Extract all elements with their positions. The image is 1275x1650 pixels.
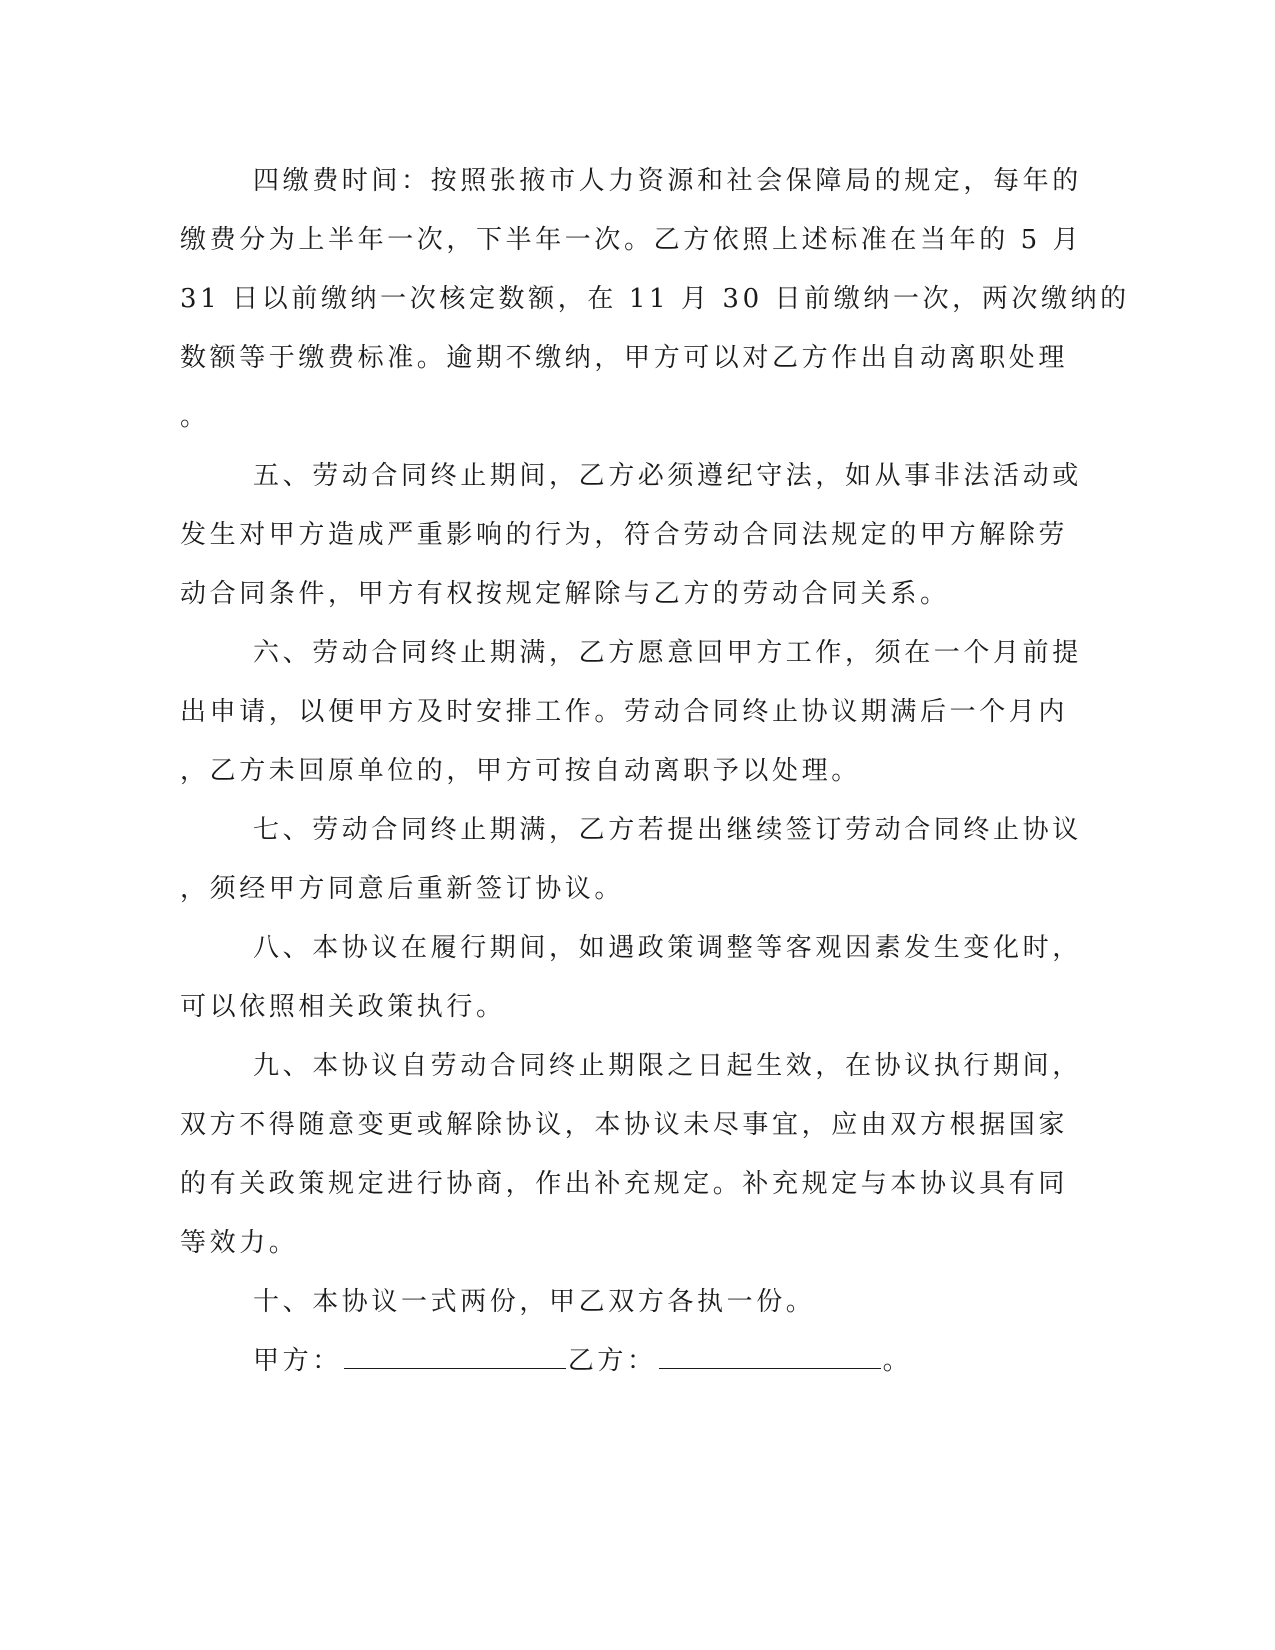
paragraph-line: 九、本协议自劳动合同终止期限之日起生效，在协议执行期间， bbox=[253, 1051, 1082, 1081]
paragraph-line: 双方不得随意变更或解除协议，本协议未尽事宜，应由双方根据国家 bbox=[180, 1110, 1069, 1140]
party-a-label: 甲方： bbox=[253, 1346, 342, 1376]
document-body bbox=[180, 152, 1130, 1391]
paragraph-line: 。 bbox=[180, 402, 210, 432]
paragraph-line: ，须经甲方同意后重新签订协议。 bbox=[180, 874, 625, 904]
party-a-signature-blank[interactable] bbox=[344, 1348, 566, 1369]
clause-9 bbox=[180, 1037, 1082, 1273]
paragraph-line: 31 日以前缴纳一次核定数额，在 11 月 30 日前缴纳一次，两次缴纳的 bbox=[180, 284, 1130, 314]
clause-10 bbox=[180, 1273, 1030, 1332]
clause-4 bbox=[180, 152, 1130, 447]
paragraph-line: 七、劳动合同终止期满，乙方若提出继续签订劳动合同终止协议 bbox=[253, 815, 1082, 845]
paragraph-line: 六、劳动合同终止期满，乙方愿意回甲方工作，须在一个月前提 bbox=[253, 638, 1082, 668]
signature-end-mark: 。 bbox=[882, 1346, 913, 1376]
paragraph-line: 可以依照相关政策执行。 bbox=[180, 992, 506, 1022]
paragraph-line: 出申请，以便甲方及时安排工作。劳动合同终止协议期满后一个月内 bbox=[180, 697, 1069, 727]
clause-5 bbox=[180, 447, 1082, 624]
party-b-label: 乙方： bbox=[567, 1346, 657, 1376]
paragraph-line: 等效力。 bbox=[180, 1228, 299, 1258]
paragraph-line: 缴费分为上半年一次，下半年一次。乙方依照上述标准在当年的 5 月 bbox=[180, 225, 1083, 255]
paragraph-line: 数额等于缴费标准。逾期不缴纳，甲方可以对乙方作出自动离职处理 bbox=[180, 343, 1069, 373]
paragraph-line: 的有关政策规定进行协商，作出补充规定。补充规定与本协议具有同 bbox=[180, 1169, 1069, 1199]
paragraph-line: 十、本协议一式两份，甲乙双方各执一份。 bbox=[253, 1287, 816, 1317]
signature-line bbox=[180, 1332, 1030, 1391]
paragraph-line: 四缴费时间：按照张掖市人力资源和社会保障局的规定，每年的 bbox=[253, 166, 1082, 196]
paragraph-line: 动合同条件，甲方有权按规定解除与乙方的劳动合同关系。 bbox=[180, 579, 950, 609]
clause-6 bbox=[180, 624, 1082, 801]
paragraph-line: 八、本协议在履行期间，如遇政策调整等客观因素发生变化时， bbox=[253, 933, 1082, 963]
clause-7 bbox=[180, 801, 1082, 919]
paragraph-line: ，乙方未回原单位的，甲方可按自动离职予以处理。 bbox=[180, 756, 861, 786]
paragraph-line: 五、劳动合同终止期间，乙方必须遵纪守法，如从事非法活动或 bbox=[253, 461, 1082, 491]
party-b-signature-blank[interactable] bbox=[659, 1348, 881, 1369]
paragraph-line: 发生对甲方造成严重影响的行为，符合劳动合同法规定的甲方解除劳 bbox=[180, 520, 1069, 550]
clause-8 bbox=[180, 919, 1082, 1037]
